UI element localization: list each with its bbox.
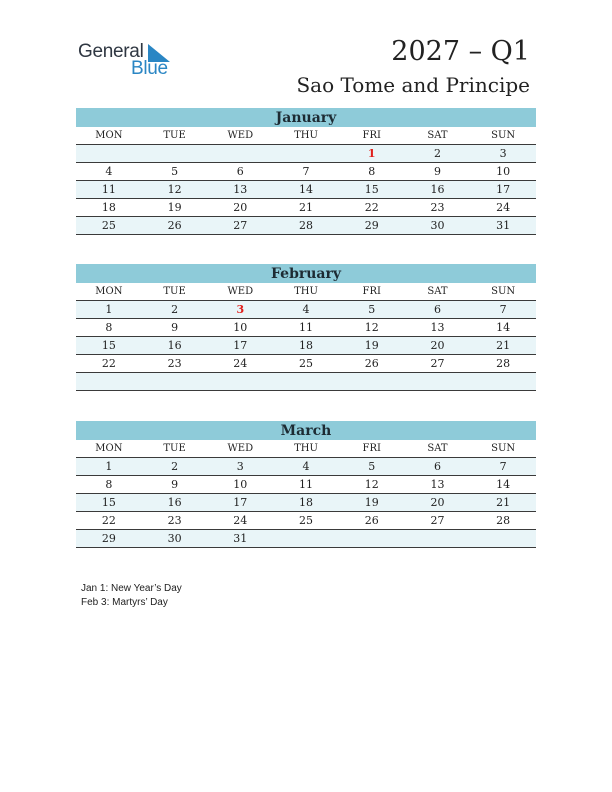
- day-cell: 10: [233, 321, 248, 334]
- weekday-header-row: [76, 283, 536, 301]
- month-name: February: [76, 264, 536, 283]
- day-cell: 7: [499, 460, 507, 473]
- day-cell: 13: [233, 183, 248, 196]
- day-cell: 27: [233, 219, 248, 232]
- weekday-label: SAT: [427, 286, 448, 297]
- day-cell: 9: [433, 165, 441, 178]
- generalblue-logo: [78, 41, 178, 81]
- day-cell: 16: [430, 183, 445, 196]
- week-row: [76, 373, 536, 391]
- week-row: [76, 476, 536, 494]
- day-cell: 26: [364, 357, 379, 370]
- weekday-label: THU: [294, 130, 318, 141]
- weekday-label: MON: [95, 286, 123, 297]
- week-row: [76, 217, 536, 235]
- week-row: [76, 163, 536, 181]
- day-cell: 22: [101, 357, 116, 370]
- day-cell: 25: [101, 219, 116, 232]
- day-cell: 27: [430, 357, 445, 370]
- day-cell: 13: [430, 478, 445, 491]
- day-cell: 20: [430, 496, 445, 509]
- day-cell: 8: [368, 165, 376, 178]
- day-cell: 10: [233, 478, 248, 491]
- holiday-day-cell: 3: [236, 303, 245, 316]
- page-title: 2027 – Q1: [391, 36, 530, 67]
- day-cell: 11: [101, 183, 116, 196]
- day-cell: 16: [167, 339, 182, 352]
- day-cell: 23: [167, 357, 182, 370]
- holiday-note: Jan 1: New Year’s Day: [81, 583, 182, 594]
- day-cell: 20: [430, 339, 445, 352]
- weekday-label: TUE: [163, 443, 186, 454]
- week-row: [76, 494, 536, 512]
- day-cell: 17: [233, 496, 248, 509]
- day-cell: 27: [430, 514, 445, 527]
- day-cell: 25: [299, 357, 314, 370]
- day-cell: 26: [167, 219, 182, 232]
- day-cell: 3: [236, 460, 244, 473]
- week-row: [76, 337, 536, 355]
- week-row: [76, 181, 536, 199]
- weekday-header-row: [76, 440, 536, 458]
- weekday-label: MON: [95, 130, 123, 141]
- day-cell: 15: [101, 496, 116, 509]
- day-cell: 13: [430, 321, 445, 334]
- weekday-label: FRI: [362, 130, 381, 141]
- day-cell: 24: [233, 357, 248, 370]
- day-cell: 29: [101, 532, 116, 545]
- weekday-label: WED: [227, 286, 254, 297]
- day-cell: 9: [171, 321, 179, 334]
- day-cell: 6: [433, 303, 441, 316]
- day-cell: 16: [167, 496, 182, 509]
- day-cell: 22: [364, 201, 379, 214]
- day-cell: 21: [496, 496, 511, 509]
- day-cell: 21: [496, 339, 511, 352]
- day-cell: 23: [430, 201, 445, 214]
- day-cell: 18: [101, 201, 116, 214]
- weekday-label: SUN: [491, 286, 516, 297]
- day-cell: 4: [302, 303, 310, 316]
- day-cell: 5: [368, 303, 376, 316]
- week-row: [76, 512, 536, 530]
- day-cell: 2: [171, 460, 179, 473]
- holiday-note: Feb 3: Martyrs’ Day: [81, 597, 168, 608]
- day-cell: 26: [364, 514, 379, 527]
- day-cell: 24: [233, 514, 248, 527]
- month-name: March: [76, 421, 536, 440]
- day-cell: 1: [105, 460, 113, 473]
- day-cell: 18: [299, 496, 314, 509]
- day-cell: 1: [105, 303, 113, 316]
- day-cell: 6: [433, 460, 441, 473]
- day-cell: 19: [167, 201, 182, 214]
- day-cell: 18: [299, 339, 314, 352]
- weekday-label: TUE: [163, 130, 186, 141]
- day-cell: 14: [496, 321, 511, 334]
- day-cell: 12: [364, 478, 379, 491]
- weekday-label: SAT: [427, 443, 448, 454]
- week-row: [76, 355, 536, 373]
- day-cell: 19: [364, 339, 379, 352]
- holiday-notes: [81, 582, 182, 610]
- day-cell: 23: [167, 514, 182, 527]
- week-row: [76, 319, 536, 337]
- day-cell: 14: [299, 183, 314, 196]
- holiday-day-cell: 1: [367, 147, 376, 160]
- day-cell: 12: [167, 183, 182, 196]
- week-row: [76, 145, 536, 163]
- day-cell: 17: [496, 183, 511, 196]
- weekday-label: THU: [294, 286, 318, 297]
- day-cell: 12: [364, 321, 379, 334]
- month-calendar-february: [76, 264, 536, 391]
- logo-text-general: General: [78, 41, 144, 62]
- weekday-label: FRI: [362, 286, 381, 297]
- day-cell: 6: [236, 165, 244, 178]
- logo-text-blue: Blue: [131, 58, 168, 79]
- day-cell: 7: [499, 303, 507, 316]
- day-cell: 11: [299, 478, 314, 491]
- weekday-header-row: [76, 127, 536, 145]
- day-cell: 22: [101, 514, 116, 527]
- day-cell: 8: [105, 321, 113, 334]
- week-row: [76, 301, 536, 319]
- weekday-label: FRI: [362, 443, 381, 454]
- weekday-label: WED: [227, 130, 254, 141]
- weekday-label: SAT: [427, 130, 448, 141]
- month-name: January: [76, 108, 536, 127]
- day-cell: 14: [496, 478, 511, 491]
- country-subtitle: Sao Tome and Principe: [296, 73, 530, 97]
- day-cell: 30: [430, 219, 445, 232]
- day-cell: 15: [364, 183, 379, 196]
- weekday-label: TUE: [163, 286, 186, 297]
- week-row: [76, 199, 536, 217]
- day-cell: 2: [171, 303, 179, 316]
- day-cell: 4: [105, 165, 113, 178]
- day-cell: 17: [233, 339, 248, 352]
- week-row: [76, 530, 536, 548]
- day-cell: 28: [299, 219, 314, 232]
- weekday-label: SUN: [491, 130, 516, 141]
- day-cell: 5: [171, 165, 179, 178]
- day-cell: 2: [433, 147, 441, 160]
- day-cell: 21: [299, 201, 314, 214]
- day-cell: 29: [364, 219, 379, 232]
- day-cell: 9: [171, 478, 179, 491]
- day-cell: 10: [496, 165, 511, 178]
- day-cell: 4: [302, 460, 310, 473]
- day-cell: 5: [368, 460, 376, 473]
- day-cell: 24: [496, 201, 511, 214]
- day-cell: 28: [496, 514, 511, 527]
- day-cell: 15: [101, 339, 116, 352]
- month-calendar-january: [76, 108, 536, 235]
- day-cell: 11: [299, 321, 314, 334]
- day-cell: 31: [233, 532, 248, 545]
- day-cell: 31: [496, 219, 511, 232]
- weekday-label: WED: [227, 443, 254, 454]
- day-cell: 8: [105, 478, 113, 491]
- day-cell: 20: [233, 201, 248, 214]
- day-cell: 7: [302, 165, 310, 178]
- weekday-label: THU: [294, 443, 318, 454]
- week-row: [76, 458, 536, 476]
- day-cell: 25: [299, 514, 314, 527]
- day-cell: 30: [167, 532, 182, 545]
- weekday-label: MON: [95, 443, 123, 454]
- day-cell: 3: [499, 147, 507, 160]
- day-cell: 28: [496, 357, 511, 370]
- month-calendar-march: [76, 421, 536, 548]
- weekday-label: SUN: [491, 443, 516, 454]
- day-cell: 19: [364, 496, 379, 509]
